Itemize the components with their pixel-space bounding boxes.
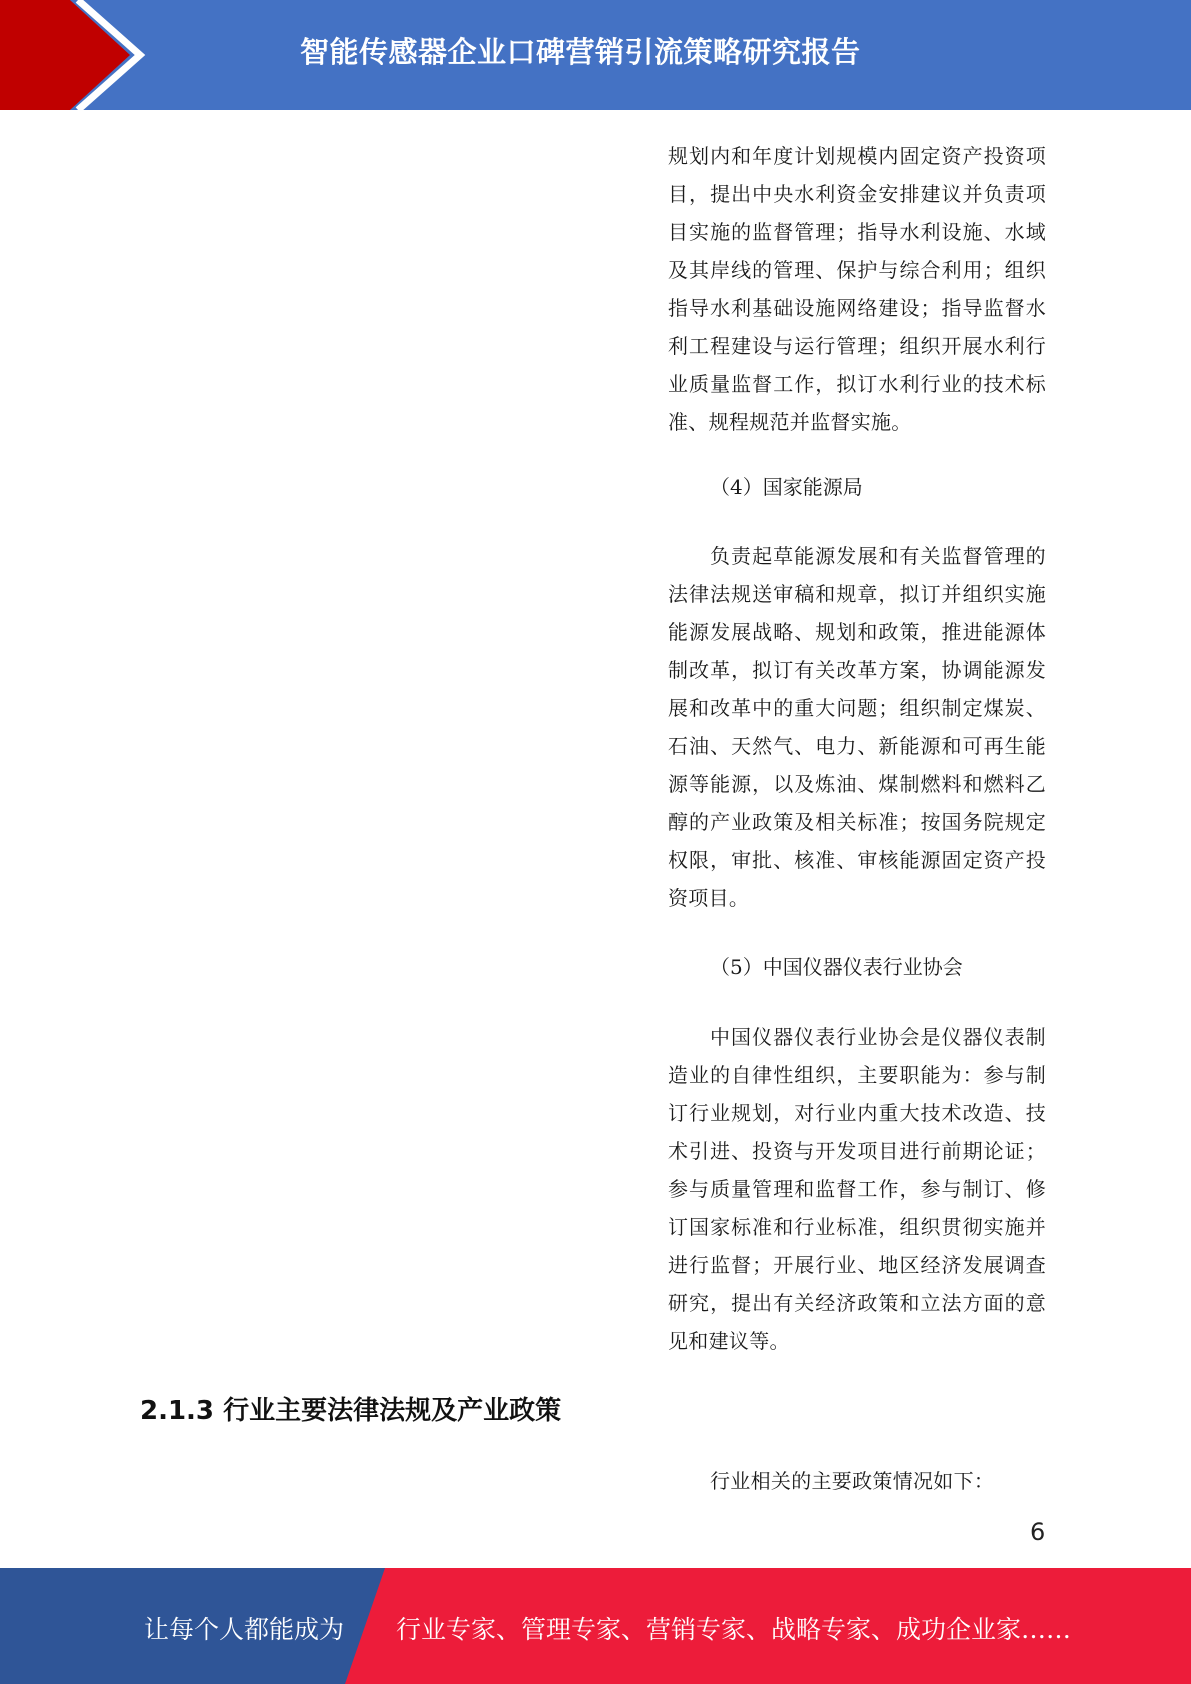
footer-banner — [0, 1568, 1191, 1684]
subheading-instrument-association: （5）中国仪器仪表行业协会 — [710, 955, 963, 979]
footer-slogan-left: 让每个人都能成为 — [144, 1615, 345, 1644]
subheading-energy-administration: （4）国家能源局 — [710, 475, 863, 499]
paragraph-energy-administration: 负责起草能源发展和有关监督管理的法律法规送审稿和规章，拟订并组织实施能源发展战略、规划和政策，推进能源体制改革，拟订有关改革方案，协调能源发展和改革中的重大问题；组织制定煤炭、石油、天然气、电力、新能源和可再生能源等能源，以及炼油、煤制燃料和燃料乙醇的产业政策及相关标准；按国务院规定权限，审批、核准、审核能源固定资产投资项目。 — [668, 544, 1046, 910]
red-chevron-shape — [0, 0, 130, 110]
section-heading-laws-policies: 2.1.3 行业主要法律法规及产业政策 — [140, 1396, 562, 1426]
paragraph-policy-intro: 行业相关的主要政策情况如下： — [710, 1469, 995, 1493]
header-bar — [0, 0, 1191, 110]
paragraph-water-resources-continued: 规划内和年度计划规模内固定资产投资项目，提出中央水利资金安排建议并负责项目实施的监督管理；指导水利设施、水域及其岸线的管理、保护与综合利用；组织指导水利基础设施网络建设；指导监督水利工程建设与运行管理；组织开展水利行业质量监督工作，拟订水利行业的技术标准、规程规范并监督实施。 — [668, 144, 1046, 434]
paragraph-instrument-association: 中国仪器仪表行业协会是仪器仪表制造业的自律性组织，主要职能为：参与制订行业规划，对行业内重大技术改造、技术引进、投资与开发项目进行前期论证；参与质量管理和监督工作，参与制订、修订国家标准和行业标准，组织贯彻实施并进行监督；开展行业、地区经济发展调查研究，提出有关经济政策和立法方面的意见和建议等。 — [668, 1025, 1046, 1353]
header-chevron-decoration — [0, 0, 160, 110]
page-number: 6 — [1030, 1518, 1046, 1546]
footer-slogan-right: 行业专家、管理专家、营销专家、战略专家、成功企业家…… — [396, 1615, 1072, 1644]
document-title: 智能传感器企业口碑营销引流策略研究报告 — [300, 35, 861, 69]
